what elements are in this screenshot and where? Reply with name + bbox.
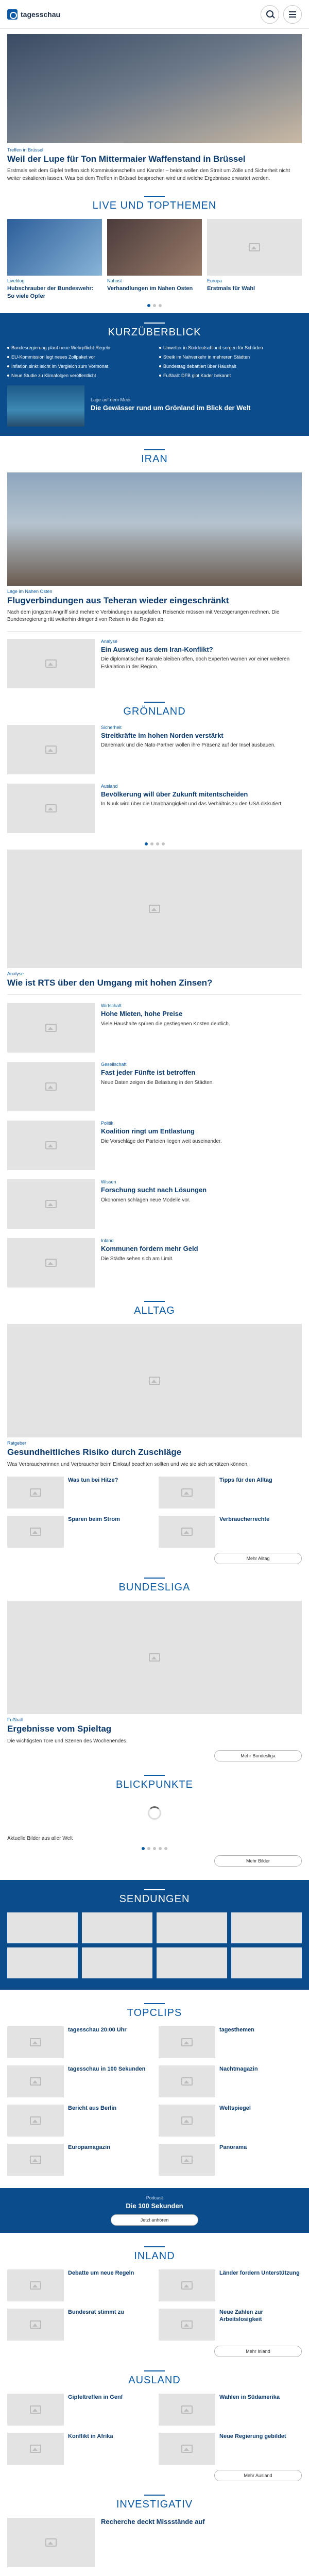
more-blickpunkte-button[interactable]: Mehr Bilder: [214, 1855, 302, 1867]
section-title-bundesliga: BUNDESLIGA: [0, 1578, 309, 1594]
sendung-tile[interactable]: [157, 1912, 227, 1943]
clip-image: [159, 2144, 215, 2176]
carousel-dots[interactable]: [0, 1847, 309, 1850]
clip-title: Panorama: [219, 2144, 247, 2150]
mid-title: Wie ist RTS über den Umgang mit hohen Zinsen?: [7, 977, 213, 988]
article-topline: Analyse: [101, 638, 118, 644]
list-item[interactable]: [0, 784, 309, 833]
podcast-listen-button[interactable]: Jetzt anhören: [111, 2214, 198, 2226]
article-topline: Politik: [101, 1121, 114, 1126]
card-title: Neue Regierung gebildet: [219, 2433, 286, 2439]
card-title: Verbraucherrechte: [219, 1516, 270, 1523]
article-image: [7, 1179, 95, 1229]
logo[interactable]: [7, 9, 60, 20]
list-item[interactable]: [0, 725, 309, 774]
lead-title[interactable]: Weil der Lupe für Ton Mittermaier Waffenstand in Brüssel: [7, 154, 246, 164]
image-placeholder-icon: [181, 2320, 193, 2329]
ausland-grid: [0, 2394, 309, 2465]
bundesliga-image: [7, 1601, 302, 1714]
article-image: [7, 1121, 95, 1170]
blickpunkte-caption: Aktuelle Bilder aus aller Welt: [7, 1836, 73, 1842]
article-title: Bevölkerung will über Zukunft mitentscheiden: [101, 790, 248, 798]
card-image: [159, 1516, 215, 1548]
section-title-ausland: AUSLAND: [0, 2370, 309, 2386]
article-teaser: Viele Haushalte spüren die gestiegenen Kosten deutlich.: [101, 1021, 230, 1027]
kurzueberblick-item[interactable]: Fußball: DFB gibt Kader bekannt: [159, 372, 302, 379]
play-icon: [30, 2156, 41, 2164]
image-placeholder-icon: [249, 243, 260, 251]
image-placeholder-icon: [45, 1141, 57, 1149]
article-image: [7, 639, 95, 688]
bundesliga-teaser: Die wichtigsten Tore und Szenen des Wochenendes.: [7, 1738, 128, 1744]
more-alltag-button[interactable]: Mehr Alltag: [214, 1553, 302, 1564]
kurzueberblick-headline: Die Gewässer rund um Grönland im Blick der Welt: [91, 403, 251, 412]
image-placeholder-icon: [30, 2320, 41, 2329]
kurzueberblick-item[interactable]: Bundestag debattiert über Haushalt: [159, 363, 302, 369]
clip-card[interactable]: [7, 2105, 150, 2137]
image-placeholder-icon: [181, 2445, 193, 2453]
iran-teaser: Nach dem jüngsten Angriff sind mehrere Verbindungen ausgefallen. Reisende müssen mit Verzögerungen rechnen. Die Bundesregierung rät weiterhin dringend von Reisen in die Region ab.: [7, 609, 280, 623]
inland-grid: [0, 2269, 309, 2341]
article-title: Forschung sucht nach Lösungen: [101, 1186, 207, 1194]
section-title-blickpunkte: BLICKPUNKTE: [0, 1775, 309, 1791]
card-image: [7, 2433, 64, 2465]
sendung-tile[interactable]: [82, 1947, 152, 1978]
clip-image: [7, 2026, 64, 2058]
live-topline: Europa: [207, 278, 222, 284]
article-teaser: Ökonomen schlagen neue Modelle vor.: [101, 1197, 191, 1203]
lead-topline: Treffen in Brüssel: [7, 147, 44, 152]
card-image: [7, 1477, 64, 1509]
image-placeholder-icon: [30, 2445, 41, 2453]
article-topline: Sicherheit: [101, 724, 122, 730]
play-icon: [30, 2116, 41, 2125]
live-title: Hubschrauber der Bundeswehr: So viele Opfer: [7, 285, 94, 299]
article-image: [7, 1003, 95, 1053]
live-row: [0, 219, 309, 300]
clip-title: Europamagazin: [68, 2144, 110, 2150]
list-item[interactable]: [0, 639, 309, 688]
clip-card[interactable]: [7, 2144, 150, 2176]
article-image: [7, 1238, 95, 1287]
article-teaser: Die diplomatischen Kanäle bleiben offen, doch Experten warnen vor einer weiteren Eskalation in der Region.: [101, 656, 290, 670]
iran-topline: Lage im Nahen Osten: [7, 588, 53, 594]
section-title-topclips: TOPCLIPS: [0, 2003, 309, 2019]
sendungen-row: [7, 1912, 302, 1978]
grid-card[interactable]: [159, 2433, 302, 2465]
site-header: [0, 0, 309, 29]
article-topline: Wissen: [101, 1179, 116, 1185]
article-image: [7, 2518, 95, 2567]
play-icon: [30, 2077, 41, 2086]
clip-title: Weltspiegel: [219, 2105, 251, 2111]
image-placeholder-icon: [45, 804, 57, 812]
card-image: [159, 2309, 215, 2341]
list-item[interactable]: [0, 1062, 309, 1111]
live-card[interactable]: [207, 219, 302, 300]
carousel-dots[interactable]: [0, 304, 309, 307]
card-title: Neue Zahlen zur Arbeitslosigkeit: [219, 2309, 263, 2323]
article-title: Streitkräfte im hohen Norden verstärkt: [101, 731, 224, 739]
alltag-image: [7, 1324, 302, 1437]
image-placeholder-icon: [181, 1488, 193, 1497]
image-placeholder-icon: [149, 1653, 160, 1662]
card-title: Was tun bei Hitze?: [68, 1477, 118, 1484]
grid-card[interactable]: [159, 2394, 302, 2426]
search-icon[interactable]: [261, 5, 279, 24]
podcast-box: [0, 2188, 309, 2233]
sendung-tile[interactable]: [7, 1947, 78, 1978]
article-teaser: Neue Daten zeigen die Belastung in den Städten.: [101, 1079, 214, 1086]
live-title: Verhandlungen im Nahen Osten: [107, 285, 193, 292]
grid-card[interactable]: [7, 1516, 150, 1548]
section-title-groenland: GRÖNLAND: [0, 702, 309, 718]
live-card[interactable]: [7, 219, 102, 300]
kurzueberblick-list: [7, 345, 302, 379]
clip-image: [159, 2105, 215, 2137]
bundesliga-headline: Ergebnisse vom Spieltag: [7, 1724, 112, 1734]
kurzueberblick-topline: Lage auf dem Meer: [91, 397, 131, 402]
alltag-headline: Gesundheitliches Risiko durch Zuschläge: [7, 1447, 182, 1458]
iran-headline: Flugverbindungen aus Teheran wieder eingeschränkt: [7, 595, 229, 605]
image-placeholder-icon: [181, 1528, 193, 1536]
clip-card[interactable]: [159, 2105, 302, 2137]
image-placeholder-icon: [45, 1200, 57, 1208]
podcast-topline: Podcast: [146, 2195, 163, 2200]
clip-title: tagesthemen: [219, 2026, 254, 2033]
list-item[interactable]: [0, 1121, 309, 1170]
card-image: [159, 2394, 215, 2426]
image-placeholder-icon: [45, 2538, 57, 2547]
card-title: Länder fordern Unterstützung: [219, 2269, 300, 2276]
live-card[interactable]: [107, 219, 202, 300]
alltag-topline: Ratgeber: [7, 1440, 27, 1446]
alltag-grid: [0, 1477, 309, 1548]
clip-card[interactable]: [159, 2065, 302, 2097]
article-topline: Wirtschaft: [101, 1003, 122, 1009]
card-title: Wahlen in Südamerika: [219, 2394, 280, 2400]
article-teaser: Die Vorschläge der Parteien liegen weit auseinander.: [101, 1138, 222, 1144]
loading-spinner-icon: [148, 1806, 161, 1820]
live-image: [7, 219, 102, 276]
play-icon: [30, 2038, 41, 2046]
more-ausland-button[interactable]: Mehr Ausland: [214, 2470, 302, 2481]
list-item[interactable]: [0, 1238, 309, 1287]
sendung-tile[interactable]: [157, 1947, 227, 1978]
image-placeholder-icon: [30, 1488, 41, 1497]
section-title-sendungen: SENDUNGEN: [7, 1889, 302, 1905]
card-title: Bundesrat stimmt zu: [68, 2309, 124, 2315]
article-image: [7, 725, 95, 774]
card-image: [159, 1477, 215, 1509]
kurzueberblick-item[interactable]: EU-Kommission legt neues Zollpaket vor: [7, 354, 150, 360]
kurzueberblick-teaser[interactable]: [7, 385, 302, 427]
grid-card[interactable]: [7, 1477, 150, 1509]
clip-card[interactable]: [7, 2026, 150, 2058]
clip-image: [7, 2144, 64, 2176]
article-title: Koalition ringt um Entlastung: [101, 1127, 195, 1136]
article-teaser: Die Städte sehen sich am Limit.: [101, 1256, 174, 1262]
clip-image: [7, 2105, 64, 2137]
lead-article[interactable]: [0, 34, 309, 182]
article-title: Fast jeder Fünfte ist betroffen: [101, 1069, 196, 1077]
kurzueberblick-item[interactable]: Bundesregierung plant neue Wehrpflicht-Regeln: [7, 345, 150, 351]
carousel-dots[interactable]: [0, 842, 309, 845]
sendung-tile[interactable]: [82, 1912, 152, 1943]
clip-title: Nachtmagazin: [219, 2065, 258, 2072]
grid-card[interactable]: [7, 2309, 150, 2341]
more-bundesliga-button[interactable]: Mehr Bundesliga: [214, 1750, 302, 1761]
lead-teaser: Erstmals seit dem Gipfel treffen sich Kommissionschefin und Kanzler – beide wollen den Streit um Zölle und Sicherheit nicht weiter eskalieren lassen. Was bei dem Treffen in Brüssel besprochen wird und welche Ergebnisse erwartet werden.: [7, 168, 290, 181]
card-title: Konflikt in Afrika: [68, 2433, 113, 2439]
logo-text: tagesschau: [21, 10, 61, 19]
alltag-lead[interactable]: [0, 1324, 309, 1468]
card-image: [7, 2269, 64, 2301]
sendung-tile[interactable]: [231, 1947, 302, 1978]
iran-image: [7, 472, 302, 586]
clip-title: tagesschau 20:00 Uhr: [68, 2026, 127, 2033]
kurzueberblick-item[interactable]: Inflation sinkt leicht im Vergleich zum Vormonat: [7, 363, 150, 369]
section-title-alltag: ALLTAG: [0, 1301, 309, 1317]
grid-card[interactable]: [7, 2394, 150, 2426]
clip-image: [159, 2026, 215, 2058]
mid-lead[interactable]: [0, 850, 309, 988]
article-teaser: Dänemark und die Nato-Partner wollen ihre Präsenz auf der Insel ausbauen.: [101, 742, 276, 749]
card-image: [7, 2394, 64, 2426]
sendungen-box: [0, 1880, 309, 1990]
grid-card[interactable]: [159, 2309, 302, 2341]
section-title-live: LIVE UND TOPTHEMEN: [0, 196, 309, 212]
card-title: Sparen beim Strom: [68, 1516, 120, 1523]
article-image: [7, 784, 95, 833]
clip-card[interactable]: [159, 2026, 302, 2058]
clip-title: tagesschau in 100 Sekunden: [68, 2065, 146, 2072]
iran-lead[interactable]: [0, 472, 309, 624]
list-item[interactable]: [0, 1003, 309, 1053]
grid-card[interactable]: [159, 1477, 302, 1509]
card-image: [7, 2309, 64, 2341]
kurzueberblick-item[interactable]: Neue Studie zu Klimafolgen veröffentlicht: [7, 372, 150, 379]
clip-card[interactable]: [159, 2144, 302, 2176]
sendung-tile[interactable]: [7, 1912, 78, 1943]
card-title: Gipfeltreffen in Genf: [68, 2394, 123, 2400]
clip-image: [159, 2065, 215, 2097]
kurzueberblick-item[interactable]: Unwetter in Süddeutschland sorgen für Schäden: [159, 345, 302, 351]
image-placeholder-icon: [30, 2405, 41, 2414]
kurzueberblick-item[interactable]: Streik im Nahverkehr in mehreren Städten: [159, 354, 302, 360]
kurzueberblick-image: [7, 385, 84, 427]
card-image: [159, 2433, 215, 2465]
alltag-teaser: Was Verbraucherinnen und Verbraucher beim Einkauf beachten sollten und wie sie sich schützen können.: [7, 1461, 249, 1467]
topclips-grid: [0, 2026, 309, 2176]
play-icon: [181, 2077, 193, 2086]
podcast-title: Die 100 Sekunden: [126, 2201, 183, 2210]
clip-title: Bericht aus Berlin: [68, 2105, 117, 2111]
article-title: Kommunen fordern mehr Geld: [101, 1245, 198, 1253]
kurzueberblick-box: [0, 313, 309, 436]
image-placeholder-icon: [30, 1528, 41, 1536]
sendung-tile[interactable]: [231, 1912, 302, 1943]
article-topline: Gesellschaft: [101, 1062, 127, 1067]
image-placeholder-icon: [181, 2405, 193, 2414]
grid-card[interactable]: [159, 1516, 302, 1548]
article-title: Recherche deckt Missstände auf: [101, 2517, 205, 2526]
grid-card[interactable]: [159, 2269, 302, 2301]
bundesliga-lead[interactable]: [0, 1601, 309, 1745]
play-icon: [181, 2116, 193, 2125]
card-image: [159, 2269, 215, 2301]
article-topline: Inland: [101, 1238, 114, 1244]
live-topline: Nahost: [107, 278, 122, 284]
image-placeholder-icon: [45, 1024, 57, 1032]
section-title-investigativ: INVESTIGATIV: [0, 2495, 309, 2511]
section-title-kurzueberblick: KURZÜBERBLICK: [7, 323, 302, 338]
article-title: Ein Ausweg aus dem Iran-Konflikt?: [101, 645, 213, 653]
lead-image[interactable]: [7, 34, 302, 143]
live-title: Erstmals für Wahl: [207, 285, 255, 292]
card-image: [7, 1516, 64, 1548]
article-title: Hohe Mieten, hohe Preise: [101, 1010, 183, 1018]
grid-card[interactable]: [7, 2269, 150, 2301]
more-inland-button[interactable]: Mehr Inland: [214, 2346, 302, 2357]
play-icon: [181, 2038, 193, 2046]
image-placeholder-icon: [181, 2281, 193, 2290]
menu-icon[interactable]: [283, 5, 302, 24]
live-image: [207, 219, 302, 276]
image-placeholder-icon: [30, 2281, 41, 2290]
section-title-inland: INLAND: [0, 2246, 309, 2262]
list-item[interactable]: [0, 1179, 309, 1229]
mid-topline: Analyse: [7, 971, 24, 976]
logo-icon: [7, 9, 18, 20]
mid-image: [7, 850, 302, 968]
bundesliga-topline: Fußball: [7, 1717, 23, 1723]
list-item[interactable]: [0, 2518, 309, 2567]
section-title-iran: IRAN: [0, 449, 309, 465]
article-teaser: In Nuuk wird über die Unabhängigkeit und das Verhältnis zu den USA diskutiert.: [101, 801, 283, 807]
play-icon: [181, 2156, 193, 2164]
live-topline: Liveblog: [7, 278, 25, 284]
article-image: [7, 1062, 95, 1111]
image-placeholder-icon: [45, 659, 57, 668]
image-placeholder-icon: [149, 905, 160, 913]
card-title: Tipps für den Alltag: [219, 1477, 272, 1484]
card-title: Debatte um neue Regeln: [68, 2269, 134, 2276]
image-placeholder-icon: [45, 745, 57, 754]
live-image: [107, 219, 202, 276]
clip-card[interactable]: [7, 2065, 150, 2097]
clip-image: [7, 2065, 64, 2097]
article-topline: Ausland: [101, 783, 118, 789]
image-placeholder-icon: [45, 1259, 57, 1267]
image-placeholder-icon: [149, 1377, 160, 1385]
image-placeholder-icon: [45, 1082, 57, 1091]
grid-card[interactable]: [7, 2433, 150, 2465]
